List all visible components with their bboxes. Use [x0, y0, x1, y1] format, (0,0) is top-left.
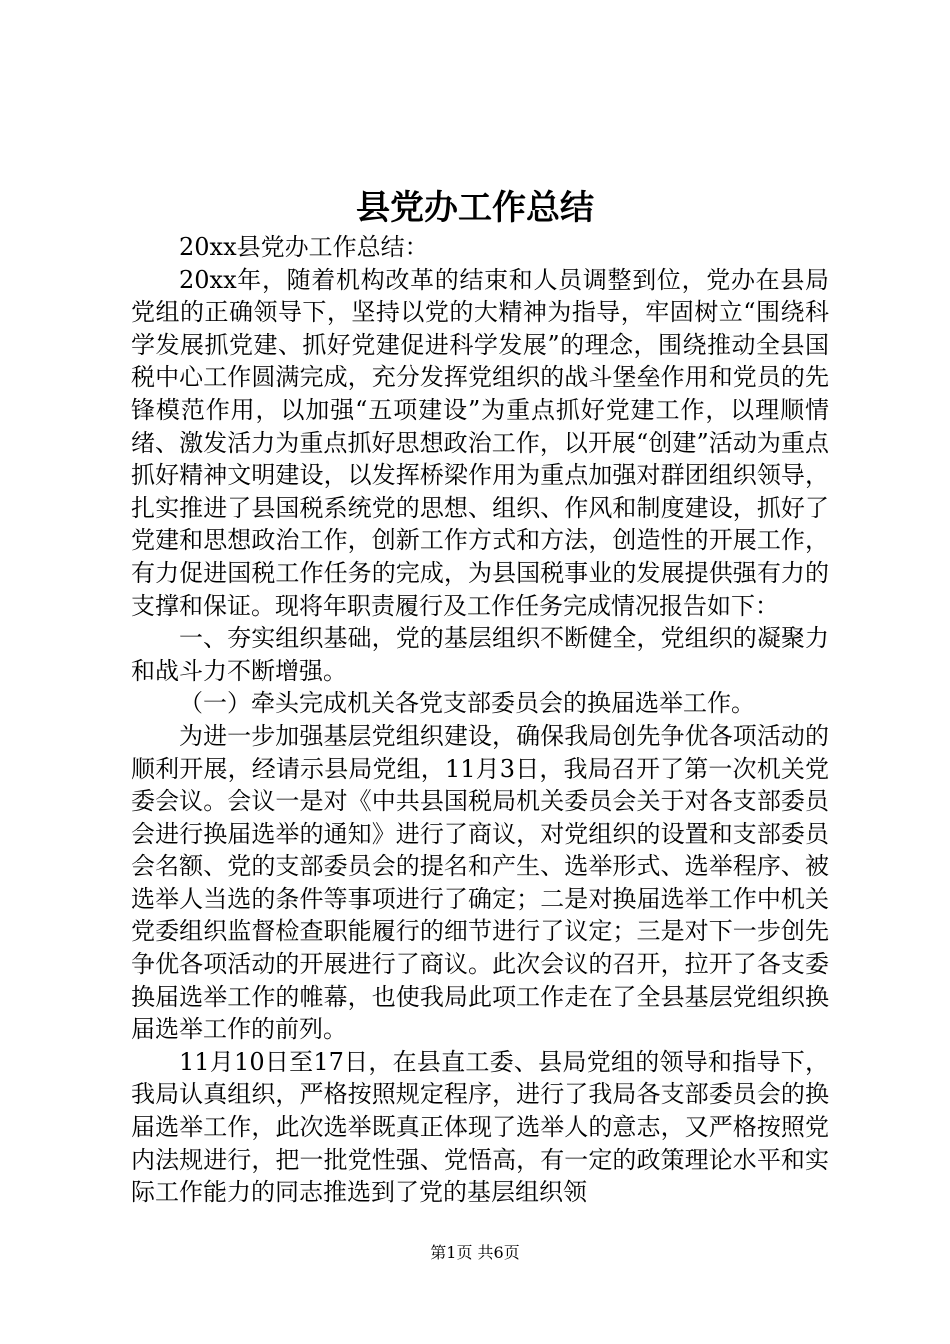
page-footer: 第1页 共6页	[430, 1243, 520, 1262]
document-title: 县党办工作总结	[356, 188, 594, 228]
document-body	[131, 231, 829, 1209]
paragraph: 20xx县党办工作总结：	[179, 233, 429, 261]
paragraph: 11月10日至17日，在县直工委、县局党组的领导和指导下，我局认真组织，严格按照规定程序，进行了我局各支部委员会的换届选举工作，此次选举既真正体现了选举人的意志，又严格按照党内法规进行，把一批党性强、党悟高，有一定的政策理论水平和实际工作能力的同志推选到了党的基层组织领	[131, 1047, 829, 1207]
paragraph: 20xx年，随着机构改革的结束和人员调整到位，党办在县局党组的正确领导下，坚持以党的大精神为指导，牢固树立“围绕科学发展抓党建、抓好党建促进科学发展”的理念，围绕推动全县国税中心工作圆满完成，充分发挥党组织的战斗堡垒作用和党员的先锋模范作用，以加强“五项建设”为重点抓好党建工作，以理顺情绪、激发活力为重点抓好思想政治工作，以开展“创建”活动为重点抓好精神文明建设，以发挥桥梁作用为重点加强对群团组织领导，扎实推进了县国税系统党的思想、组织、作风和制度建设，抓好了党建和思想政治工作，创新工作方式和方法，创造性的开展工作，有力促进国税工作任务的完成，为县国税事业的发展提供强有力的支撑和保证。现将年职责履行及工作任务完成情况报告如下：	[131, 265, 829, 620]
paragraph: 一、夯实组织基础，党的基层组织不断健全，党组织的凝聚力和战斗力不断增强。	[131, 624, 829, 685]
paragraph: （一）牵头完成机关各党支部委员会的换届选举工作。	[179, 689, 755, 718]
paragraph: 为进一步加强基层党组织建设，确保我局创先争优各项活动的顺利开展，经请示县局党组，11月3日，我局召开了第一次机关党委会议。会议一是对《中共县国税局机关委员会关于对各支部委员会进行换届选举的通知》进行了商议，对党组织的设置和支部委员会名额、党的支部委员会的提名和产生、选举形式、选举程序、被选举人当选的条件等事项进行了确定；二是对换届选举工作中机关党委组织监督检查职能履行的细节进行了议定；三是对下一步创先争优各项活动的开展进行了商议。此次会议的召开，拉开了各支委换届选举工作的帷幕，也使我局此项工作走在了全县基层党组织换届选举工作的前列。	[131, 721, 829, 1044]
